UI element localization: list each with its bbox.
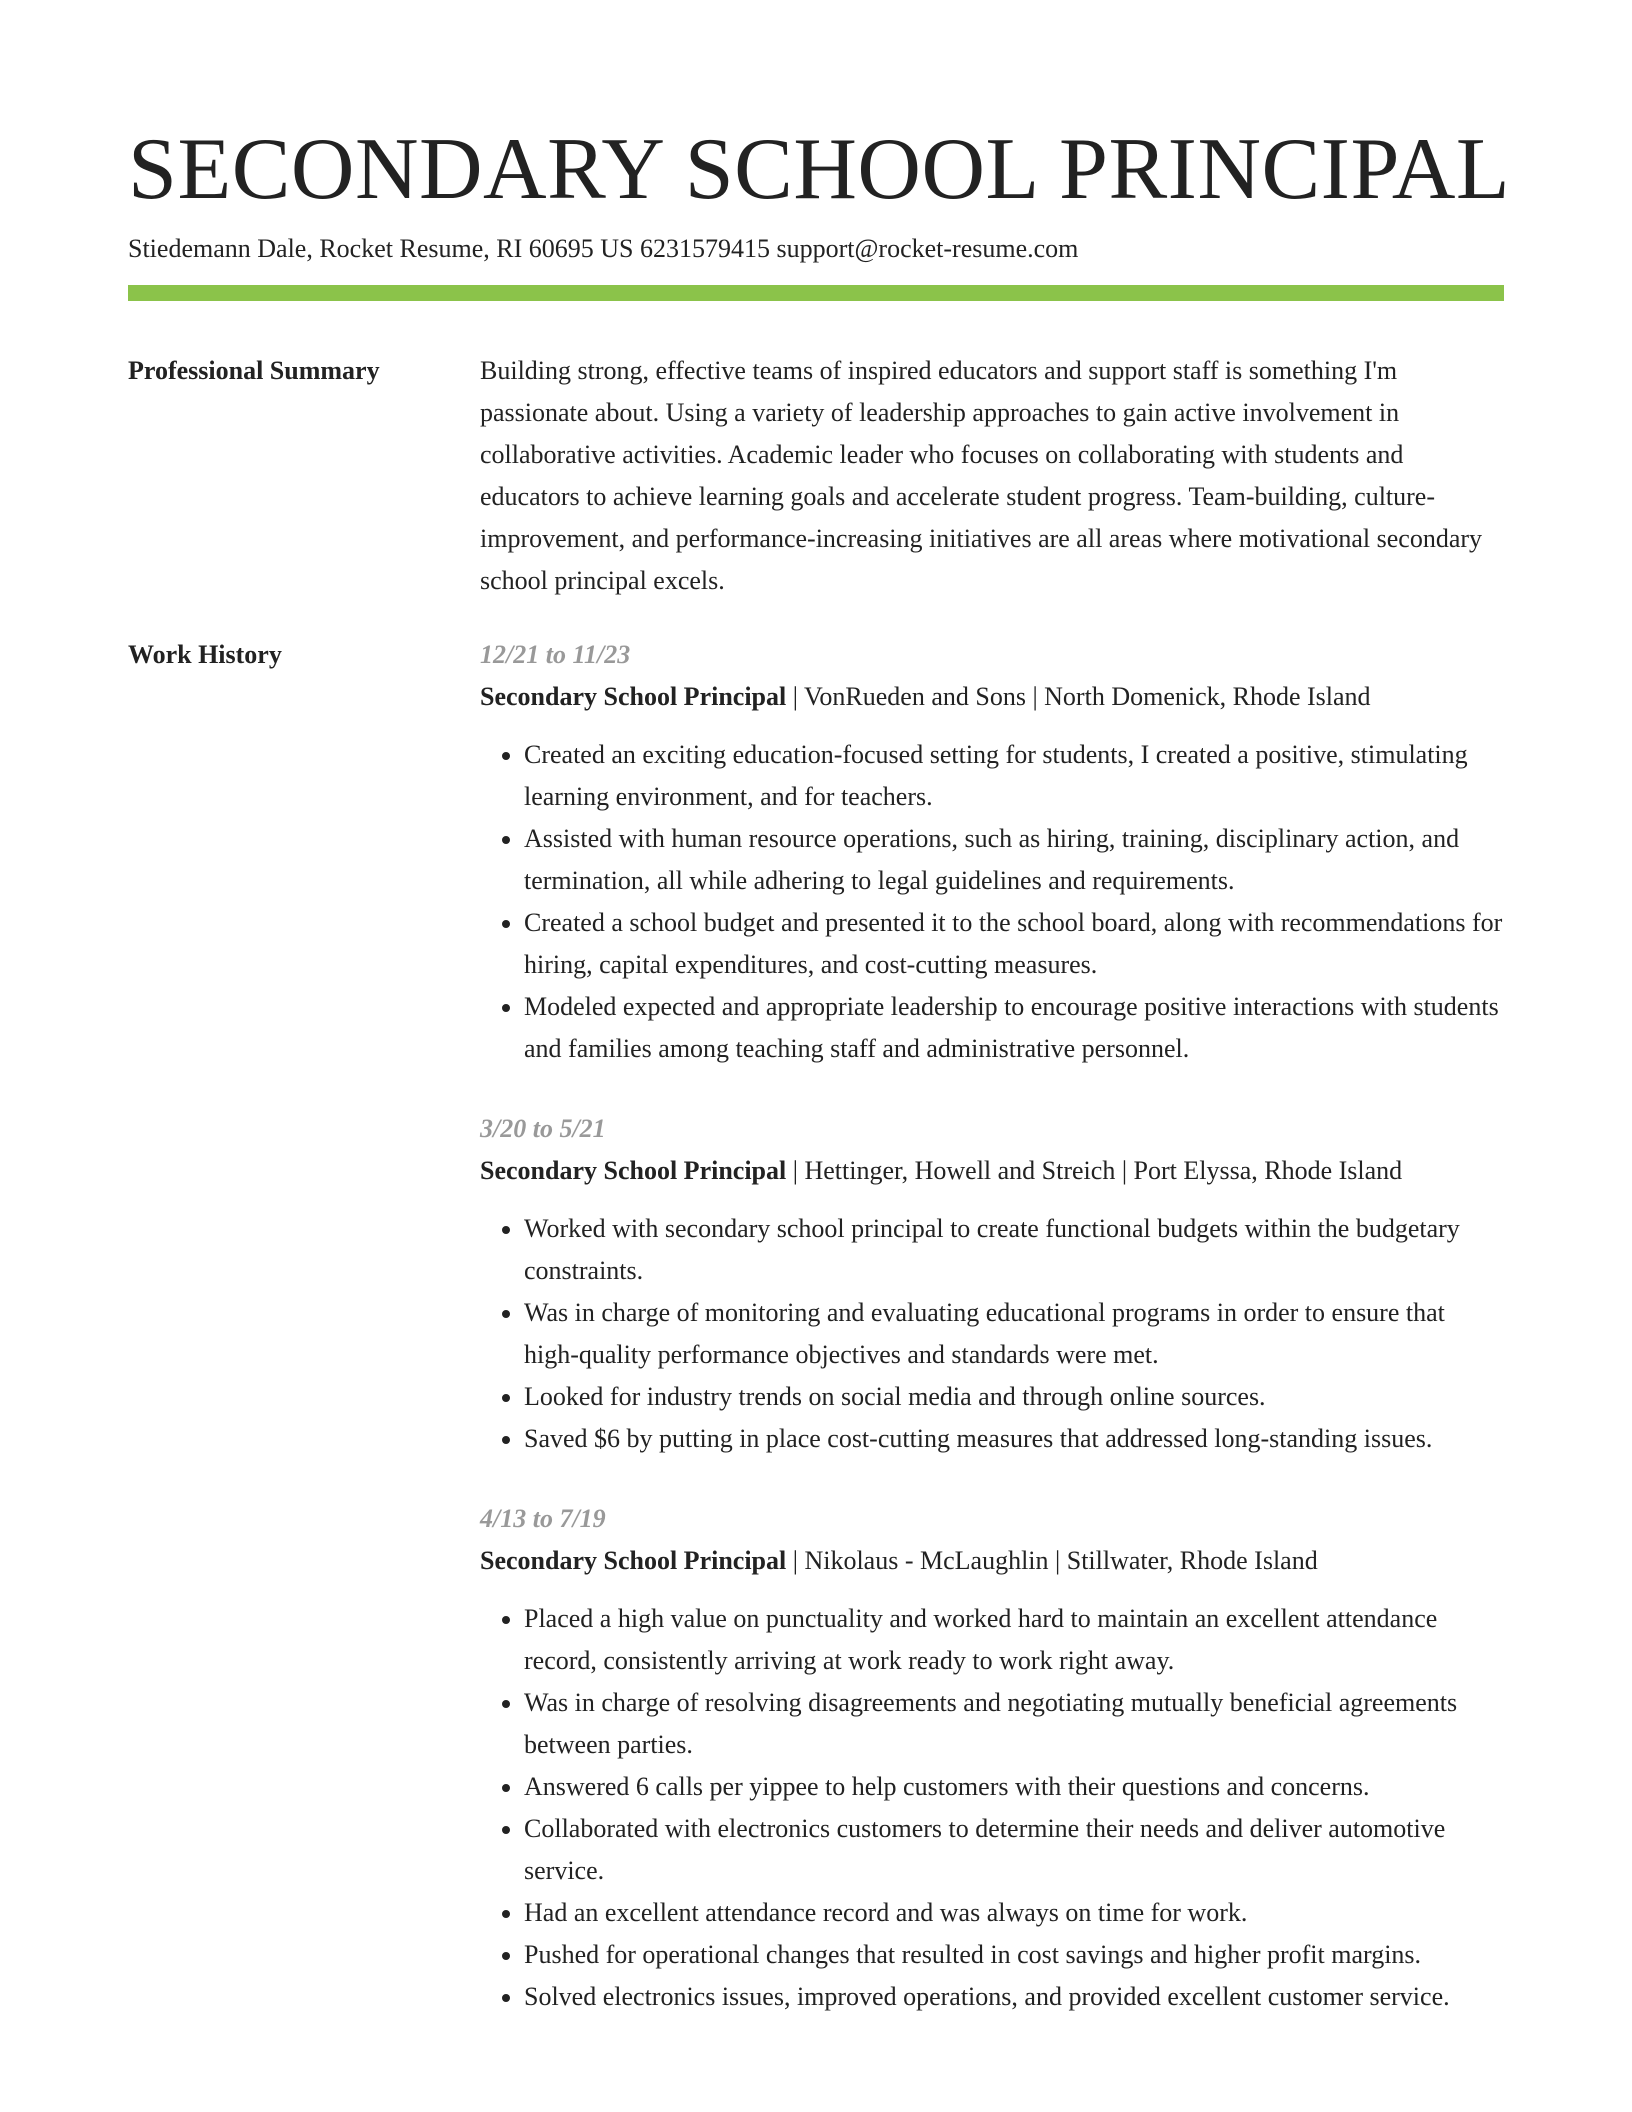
summary-text: Building strong, effective teams of inspired educators and support staff is something I'm passionate about. Using a variety of leadership approaches to gain active involvement in collaborative activities. Academic leader who focuses on collaborating with students and educators to achieve learning goals and accelerate student progress. Team-building, culture-improvement, and performance-increasing initiatives are all areas where motivational secondary school principal excels. <box>480 356 1483 595</box>
job-date: 3/20 to 5/21 <box>480 1114 606 1143</box>
job-bullet: • Placed a high value on punctuality and worked hard to maintain an excellent attendance record, consistently arriving at work ready to work right away. <box>524 1598 1504 1682</box>
job-header <box>480 676 1504 718</box>
job-title: Secondary School Principal <box>480 1156 787 1185</box>
job-bullet: • Answered 6 calls per yippee to help customers with their questions and concerns. <box>524 1766 1504 1808</box>
job-bullet: • Looked for industry trends on social media and through online sources. <box>524 1376 1504 1418</box>
job-bullet-list <box>480 734 1504 1070</box>
job-title: Secondary School Principal <box>480 1546 787 1575</box>
job-details: | Nikolaus - McLaughlin | Stillwater, Rhode Island <box>786 1546 1318 1575</box>
job-entry <box>480 1498 1504 2018</box>
job-bullet: • Was in charge of resolving disagreements and negotiating mutually beneficial agreements between parties. <box>524 1682 1504 1766</box>
contact-line: Stiedemann Dale, Rocket Resume, RI 60695 US 6231579415 support@rocket-resume.com <box>128 234 1079 263</box>
job-header <box>480 1540 1504 1582</box>
summary-heading: Professional Summary <box>128 356 380 385</box>
resume-title: SECONDARY SCHOOL PRINCIPAL <box>128 121 1511 218</box>
work-history-section <box>480 634 1504 2056</box>
job-title: Secondary School Principal <box>480 682 787 711</box>
job-bullet-list <box>480 1598 1504 2018</box>
summary-section <box>480 350 1504 602</box>
job-bullet: • Pushed for operational changes that resulted in cost savings and higher profit margins. <box>524 1934 1504 1976</box>
work-history-heading: Work History <box>128 640 282 669</box>
job-entry <box>480 1108 1504 1460</box>
job-header <box>480 1150 1504 1192</box>
job-bullet: • Assisted with human resource operations, such as hiring, training, disciplinary action, and termination, all while adhering to legal guidelines and requirements. <box>524 818 1504 902</box>
job-date: 4/13 to 7/19 <box>480 1504 606 1533</box>
job-bullet: • Created an exciting education-focused setting for students, I created a positive, stimulating learning environment, and for teachers. <box>524 734 1504 818</box>
job-bullet-list <box>480 1208 1504 1460</box>
accent-divider <box>128 285 1504 301</box>
job-bullet: • Saved $6 by putting in place cost-cutting measures that addressed long-standing issues. <box>524 1418 1504 1460</box>
job-bullet: • Collaborated with electronics customers to determine their needs and deliver automotive service. <box>524 1808 1504 1892</box>
job-bullet: • Had an excellent attendance record and was always on time for work. <box>524 1892 1504 1934</box>
job-bullet: • Modeled expected and appropriate leadership to encourage positive interactions with students and families among teaching staff and administrative personnel. <box>524 986 1504 1070</box>
job-details: | VonRueden and Sons | North Domenick, Rhode Island <box>786 682 1371 711</box>
job-entry <box>480 634 1504 1070</box>
job-bullet: • Worked with secondary school principal to create functional budgets within the budgetary constraints. <box>524 1208 1504 1292</box>
job-bullet: • Was in charge of monitoring and evaluating educational programs in order to ensure that high-quality performance objectives and standards were met. <box>524 1292 1504 1376</box>
job-bullet: • Solved electronics issues, improved operations, and provided excellent customer service. <box>524 1976 1504 2018</box>
job-bullet: • Created a school budget and presented it to the school board, along with recommendations for hiring, capital expenditures, and cost-cutting measures. <box>524 902 1504 986</box>
job-details: | Hettinger, Howell and Streich | Port Elyssa, Rhode Island <box>786 1156 1403 1185</box>
job-date: 12/21 to 11/23 <box>480 640 631 669</box>
